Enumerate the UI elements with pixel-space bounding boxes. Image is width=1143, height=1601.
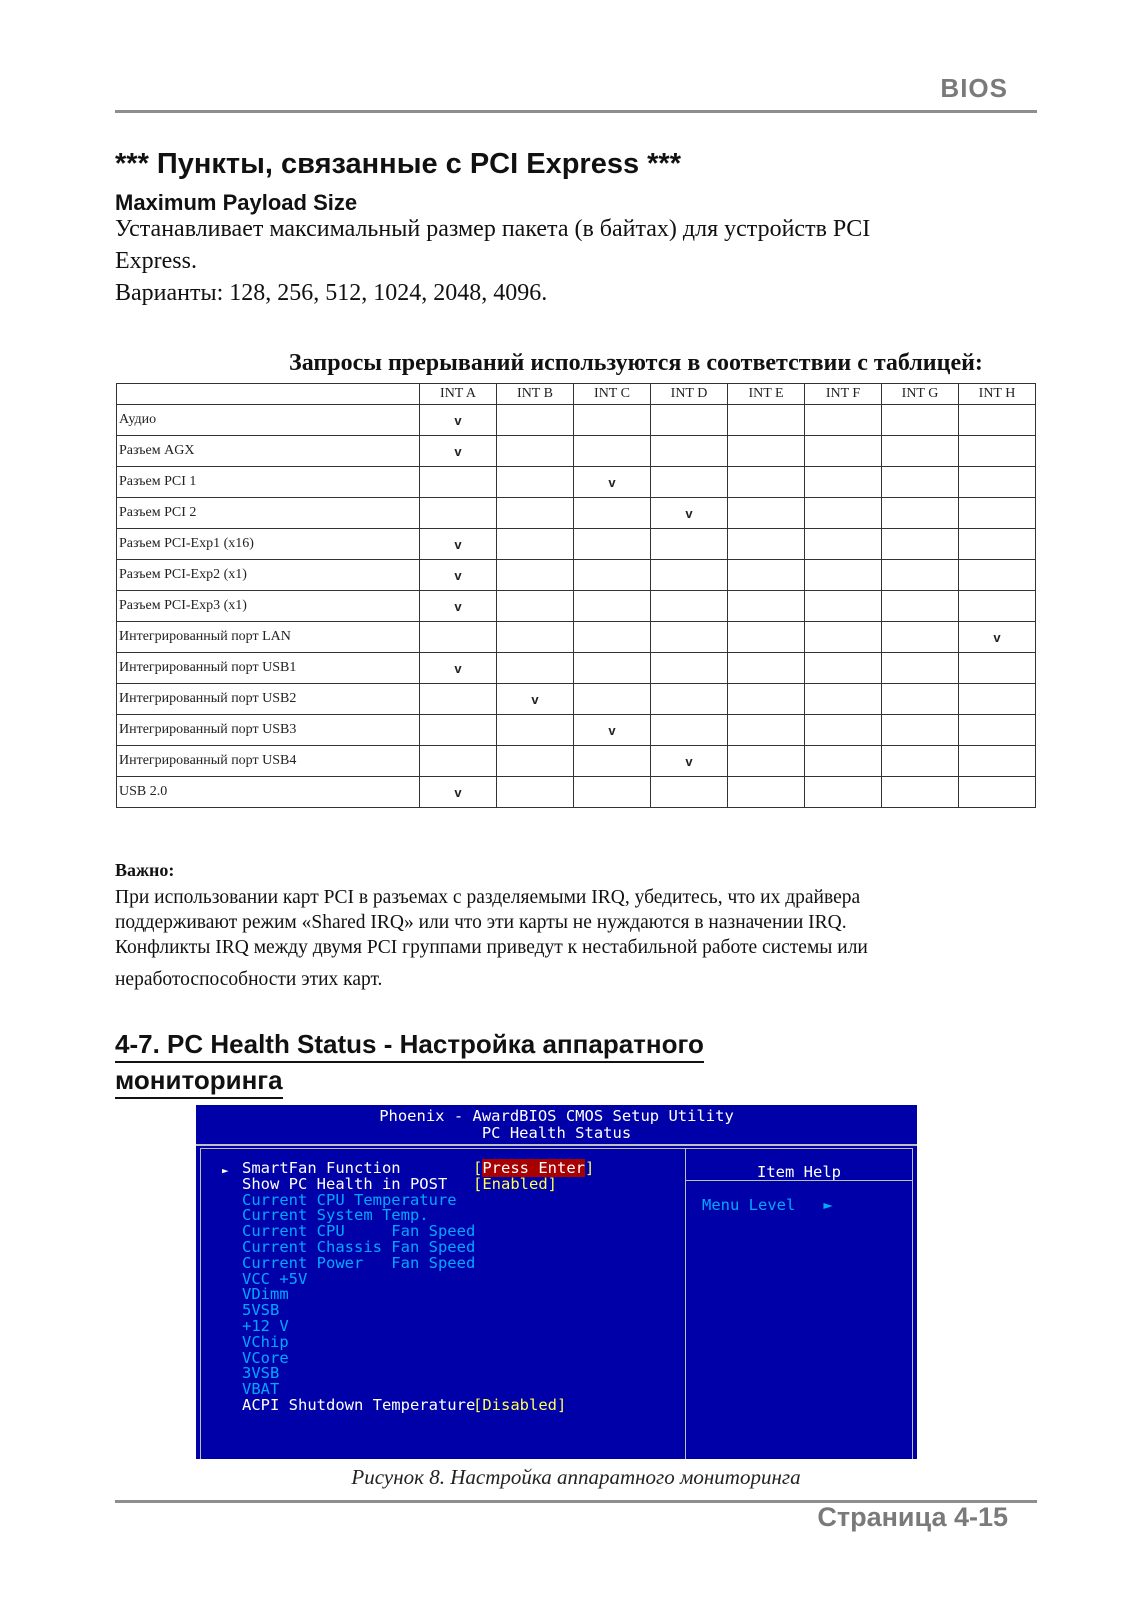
irq-cell — [574, 746, 651, 777]
important-title: Важно: — [115, 860, 175, 880]
bios-item-label: 3VSB — [242, 1364, 280, 1383]
bios-menu-item — [242, 1192, 457, 1208]
bios-item-label: VChip — [242, 1332, 289, 1351]
irq-col-header: INT H — [959, 384, 1036, 405]
irq-cell — [959, 405, 1036, 436]
irq-table-row — [117, 560, 1036, 591]
irq-row-label: Аудио — [117, 405, 420, 436]
bios-menu-item — [242, 1302, 279, 1318]
bios-item-label: Current CPU Fan Speed — [242, 1222, 476, 1241]
irq-cell — [728, 653, 805, 684]
irq-cell: v — [420, 653, 497, 684]
bios-item-value[interactable]: [Enabled] — [473, 1174, 557, 1193]
irq-table-row — [117, 405, 1036, 436]
irq-table-row — [117, 467, 1036, 498]
bios-menu-item — [242, 1271, 307, 1287]
irq-col-header: INT C — [574, 384, 651, 405]
irq-cell — [805, 653, 882, 684]
irq-cell — [959, 653, 1036, 684]
irq-cell — [882, 715, 959, 746]
irq-table-row — [117, 498, 1036, 529]
irq-cell — [497, 405, 574, 436]
irq-cell — [805, 436, 882, 467]
bios-item-label: VCC +5V — [242, 1269, 308, 1288]
bios-frame-divider — [685, 1148, 686, 1459]
bios-menu-item — [242, 1350, 289, 1366]
irq-cell — [651, 560, 728, 591]
item-help-title: Item Help — [757, 1163, 841, 1181]
irq-cell — [805, 529, 882, 560]
bios-menu-item — [242, 1223, 475, 1239]
bios-menu-item — [242, 1381, 279, 1397]
bracket: [ — [473, 1159, 483, 1177]
bios-item-label: Show PC Health in POST — [242, 1174, 448, 1193]
irq-cell — [574, 498, 651, 529]
bios-screenshot — [196, 1105, 917, 1459]
irq-cell — [728, 405, 805, 436]
bios-frame-line — [200, 1148, 913, 1149]
bios-menu-item — [242, 1255, 475, 1271]
irq-cell — [882, 746, 959, 777]
irq-row-label: Разъем PCI-Exp2 (x1) — [117, 560, 420, 591]
important-text — [115, 885, 1015, 992]
bios-menu-item[interactable] — [242, 1174, 557, 1193]
irq-cell — [728, 467, 805, 498]
irq-cell: v — [420, 591, 497, 622]
irq-table-row — [117, 653, 1036, 684]
bios-item-label: VDimm — [242, 1285, 289, 1304]
irq-col-header: INT A — [420, 384, 497, 405]
irq-col-header: INT E — [728, 384, 805, 405]
bios-menu-item — [242, 1239, 475, 1255]
irq-cell — [805, 560, 882, 591]
irq-cell — [959, 591, 1036, 622]
irq-cell — [651, 653, 728, 684]
bios-item-value[interactable] — [473, 1160, 594, 1176]
irq-cell — [805, 746, 882, 777]
irq-cell — [574, 653, 651, 684]
irq-cell: v — [497, 684, 574, 715]
irq-cell — [959, 529, 1036, 560]
irq-cell — [728, 560, 805, 591]
bios-item-label: SmartFan Function — [242, 1159, 401, 1177]
irq-cell: v — [420, 405, 497, 436]
bios-menu-item — [242, 1318, 289, 1334]
irq-cell — [651, 405, 728, 436]
irq-cell — [574, 684, 651, 715]
pci-section-title: *** Пункты, связанные с PCI Express *** — [115, 148, 681, 180]
irq-cell: v — [420, 560, 497, 591]
irq-row-label: Разъем PCI-Exp3 (x1) — [117, 591, 420, 622]
irq-cell — [651, 715, 728, 746]
irq-cell: v — [574, 715, 651, 746]
irq-cell — [497, 498, 574, 529]
irq-table-row — [117, 436, 1036, 467]
header-divider — [115, 110, 1037, 113]
irq-cell — [805, 777, 882, 808]
bios-frame-line — [912, 1148, 913, 1459]
irq-cell — [497, 622, 574, 653]
irq-cell — [959, 684, 1036, 715]
bios-menu-item — [242, 1286, 289, 1302]
irq-cell — [959, 715, 1036, 746]
irq-cell — [728, 684, 805, 715]
irq-cell — [574, 591, 651, 622]
irq-cell — [651, 684, 728, 715]
irq-cell — [497, 529, 574, 560]
irq-cell — [959, 746, 1036, 777]
important-line: При использовании карт PCI в разъемах с разделяемыми IRQ, убедитесь, что их драйвера — [115, 887, 861, 908]
irq-cell — [420, 715, 497, 746]
irq-table-row — [117, 591, 1036, 622]
figure-caption: Рисунок 8. Настройка аппаратного мониторинга — [351, 1465, 801, 1489]
irq-row-label: Разъем AGX — [117, 436, 420, 467]
irq-cell — [497, 746, 574, 777]
bios-menu-item — [242, 1365, 279, 1381]
bios-item-label: VCore — [242, 1348, 289, 1367]
irq-cell — [728, 777, 805, 808]
irq-cell — [882, 529, 959, 560]
irq-cell — [805, 405, 882, 436]
irq-cell — [497, 560, 574, 591]
irq-cell — [882, 498, 959, 529]
irq-col-header: INT F — [805, 384, 882, 405]
irq-cell: v — [574, 467, 651, 498]
important-line: поддерживают режим «Shared IRQ» или что эти карты не нуждаются в назначении IRQ. — [115, 912, 847, 933]
bios-item-value[interactable]: [Disabled] — [473, 1396, 567, 1414]
irq-table-title: Запросы прерываний используются в соответствии с таблицей: — [289, 350, 983, 376]
irq-row-label: USB 2.0 — [117, 777, 420, 808]
bios-item-label: 5VSB — [242, 1301, 280, 1320]
irq-cell — [574, 405, 651, 436]
irq-table-row — [117, 746, 1036, 777]
irq-cell — [728, 622, 805, 653]
irq-cell — [574, 622, 651, 653]
irq-cell — [651, 436, 728, 467]
irq-cell — [728, 529, 805, 560]
bios-item-label: ACPI Shutdown Temperature — [242, 1396, 476, 1414]
irq-cell — [882, 436, 959, 467]
irq-cell — [805, 467, 882, 498]
irq-table-body — [117, 405, 1036, 808]
irq-cell — [805, 498, 882, 529]
bios-item-label: VBAT — [242, 1380, 280, 1399]
health-section-title — [115, 1027, 704, 1099]
irq-cell — [497, 436, 574, 467]
irq-cell — [420, 622, 497, 653]
bios-item-label: Current Power Fan Speed — [242, 1253, 476, 1272]
irq-col-header: INT G — [882, 384, 959, 405]
irq-table-row — [117, 777, 1036, 808]
irq-cell — [574, 777, 651, 808]
irq-cell — [420, 467, 497, 498]
health-title-line-2: мониторинга — [115, 1063, 283, 1099]
irq-table-row — [117, 529, 1036, 560]
bios-menu-item[interactable] — [242, 1396, 567, 1414]
irq-row-label: Разъем PCI-Exp1 (x16) — [117, 529, 420, 560]
irq-cell — [497, 653, 574, 684]
irq-col-header: INT B — [497, 384, 574, 405]
important-line: неработоспособности этих карт. — [115, 969, 383, 990]
irq-row-label: Интегрированный порт USB1 — [117, 653, 420, 684]
pci-description-line-1: Устанавливает максимальный размер пакета (в байтах) для устройств PCI — [115, 216, 871, 242]
irq-table-row — [117, 684, 1036, 715]
bios-menu-item[interactable] — [242, 1159, 595, 1177]
bios-item-label: +12 V — [242, 1317, 289, 1335]
irq-cell — [882, 653, 959, 684]
bios-title: Phoenix - AwardBIOS CMOS Setup Utility — [379, 1107, 734, 1125]
irq-cell — [882, 560, 959, 591]
bios-item-label: Current CPU Temperature — [242, 1190, 457, 1209]
irq-cell — [882, 684, 959, 715]
irq-cell — [882, 777, 959, 808]
irq-cell — [651, 777, 728, 808]
irq-cell — [420, 746, 497, 777]
irq-cell: v — [959, 622, 1036, 653]
bios-menu-item — [242, 1334, 289, 1350]
irq-table — [116, 383, 1036, 808]
irq-cell — [805, 715, 882, 746]
irq-cell: v — [420, 436, 497, 467]
irq-cell — [882, 467, 959, 498]
irq-cell — [497, 591, 574, 622]
irq-row-label: Интегрированный порт USB2 — [117, 684, 420, 715]
irq-cell — [959, 498, 1036, 529]
pci-description-line-2: Express. — [115, 248, 197, 274]
pci-options-line: Варианты: 128, 256, 512, 1024, 2048, 4096. — [115, 280, 548, 306]
page-number: Страница 4-15 — [817, 1502, 1008, 1532]
irq-row-label: Интегрированный порт USB3 — [117, 715, 420, 746]
irq-cell — [959, 467, 1036, 498]
irq-cell — [805, 684, 882, 715]
menu-level-label: Menu Level ► — [702, 1196, 833, 1214]
irq-cell — [651, 622, 728, 653]
irq-cell: v — [651, 498, 728, 529]
irq-table-row — [117, 622, 1036, 653]
irq-cell — [805, 591, 882, 622]
bios-subtitle: PC Health Status — [481, 1124, 632, 1142]
irq-row-label: Разъем PCI 1 — [117, 467, 420, 498]
irq-cell — [882, 622, 959, 653]
irq-table-header-row — [117, 384, 1036, 405]
important-line: Конфликты IRQ между двумя PCI группами приведут к нестабильной работе системы или — [115, 937, 868, 958]
irq-cell — [728, 591, 805, 622]
irq-row-label: Интегрированный порт LAN — [117, 622, 420, 653]
irq-cell — [959, 777, 1036, 808]
irq-cell — [420, 684, 497, 715]
irq-cell — [728, 746, 805, 777]
irq-cell: v — [651, 746, 728, 777]
irq-cell — [728, 498, 805, 529]
irq-cell — [574, 436, 651, 467]
irq-cell — [497, 777, 574, 808]
bios-frame-line — [196, 1144, 917, 1146]
irq-cell — [651, 467, 728, 498]
irq-cell — [497, 467, 574, 498]
bios-item-label: Current Chassis Fan Speed — [242, 1238, 476, 1256]
submenu-arrow-icon: ► — [222, 1164, 229, 1177]
irq-cell — [882, 591, 959, 622]
irq-col-header: INT D — [651, 384, 728, 405]
irq-cell — [497, 715, 574, 746]
selected-value-highlight: Press Enter — [482, 1159, 585, 1177]
bracket: ] — [585, 1159, 595, 1177]
irq-cell — [882, 405, 959, 436]
irq-cell — [959, 560, 1036, 591]
bios-item-label: Current System Temp. — [242, 1206, 429, 1225]
irq-cell — [574, 560, 651, 591]
irq-cell — [574, 529, 651, 560]
pci-section-subtitle: Maximum Payload Size — [115, 190, 358, 215]
irq-cell — [420, 498, 497, 529]
irq-table-corner-cell — [117, 384, 420, 405]
irq-cell — [959, 436, 1036, 467]
irq-cell — [728, 715, 805, 746]
irq-row-label: Разъем PCI 2 — [117, 498, 420, 529]
irq-table-row — [117, 715, 1036, 746]
health-title-line-1: 4-7. PC Health Status - Настройка аппаратного — [115, 1027, 704, 1063]
irq-cell — [651, 591, 728, 622]
irq-cell — [651, 529, 728, 560]
bios-menu-item — [242, 1207, 429, 1223]
bios-frame-line — [200, 1148, 201, 1459]
irq-cell — [728, 436, 805, 467]
irq-cell: v — [420, 777, 497, 808]
irq-cell: v — [420, 529, 497, 560]
header-label: BIOS — [940, 73, 1008, 103]
irq-row-label: Интегрированный порт USB4 — [117, 746, 420, 777]
irq-cell — [805, 622, 882, 653]
